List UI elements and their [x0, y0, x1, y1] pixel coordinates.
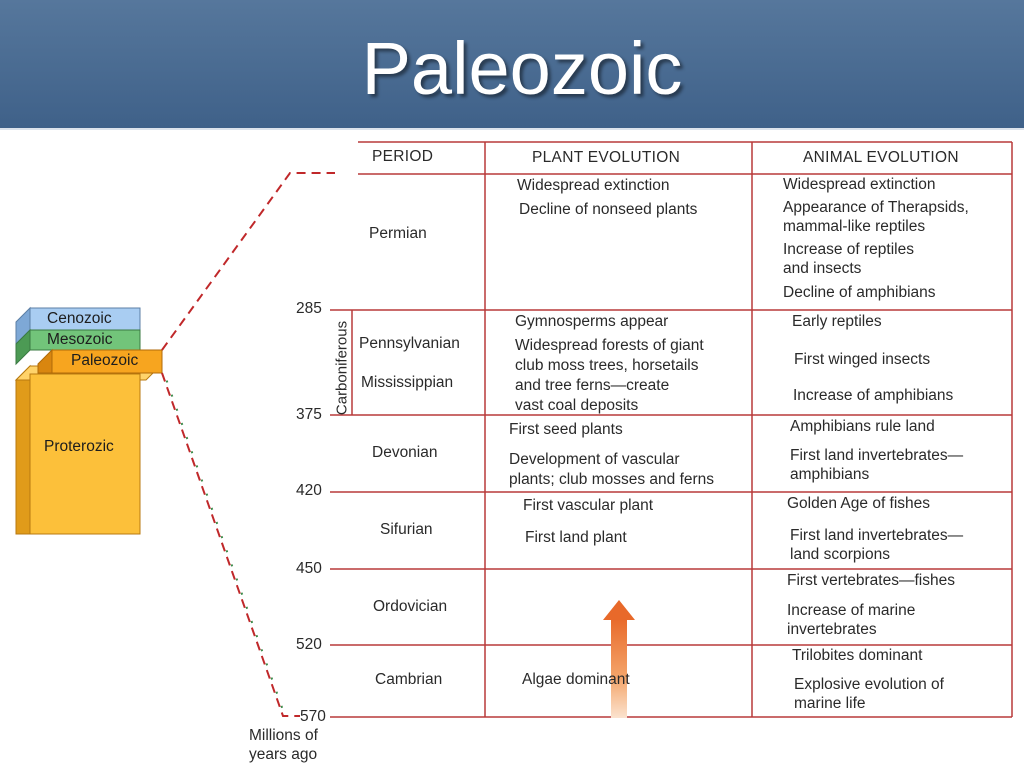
up-arrow-icon — [603, 600, 635, 718]
plant-devonian-1: First seed plants — [509, 421, 623, 438]
plant-cambrian-1: Algae dominant — [522, 671, 630, 688]
animal-permian-2: Appearance of Therapsids, — [783, 199, 969, 216]
animal-cambrian-2: Explosive evolution of — [794, 676, 944, 693]
animal-carb-3: Increase of amphibians — [793, 387, 954, 404]
period-mississippian: Mississippian — [361, 374, 454, 391]
tick-label-450: 450 — [296, 560, 322, 577]
carboniferous-label: Carboniferous — [333, 320, 351, 416]
header-animal-evolution: ANIMAL EVOLUTION — [803, 149, 959, 166]
slide-title: Paleozoic — [361, 27, 683, 110]
proterozic-label: Proterozic — [44, 438, 114, 455]
period-cambrian: Cambrian — [375, 671, 443, 688]
header-period: PERIOD — [372, 148, 434, 165]
animal-devonian-3: amphibians — [790, 466, 870, 483]
animal-permian-4: Increase of reptiles — [783, 241, 914, 258]
plant-permian-1: Widespread extinction — [517, 177, 670, 194]
plant-carb-5: vast coal deposits — [515, 397, 639, 414]
animal-ordovician-2: Increase of marine — [787, 602, 916, 619]
plant-devonian-3: plants; club mosses and ferns — [509, 471, 715, 488]
animal-silurian-2: First land invertebrates— — [790, 527, 964, 544]
animal-devonian-2: First land invertebrates— — [790, 447, 964, 464]
mesozoic-label: Mesozoic — [47, 331, 113, 348]
axis-units-line2: years ago — [249, 746, 318, 763]
animal-cambrian-1: Trilobites dominant — [792, 647, 923, 664]
animal-carb-2: First winged insects — [794, 351, 931, 368]
period-devonian: Devonian — [372, 444, 438, 461]
plant-permian-2: Decline of nonseed plants — [519, 201, 698, 218]
tick-label-570: 570 — [300, 708, 326, 725]
zoom-connector — [162, 173, 335, 716]
plant-carb-3: club moss trees, horsetails — [515, 357, 699, 374]
period-silurian: Sifurian — [380, 521, 433, 538]
connector-bottom-green — [164, 373, 285, 716]
plant-carb-2: Widespread forests of giant — [515, 337, 704, 354]
plant-silurian-2: First land plant — [525, 529, 627, 546]
period-ordovician: Ordovician — [373, 598, 448, 615]
tick-label-375: 375 — [296, 406, 322, 423]
animal-silurian-1: Golden Age of fishes — [787, 495, 931, 512]
tick-label-285: 285 — [296, 300, 322, 317]
animal-silurian-3: land scorpions — [790, 546, 890, 563]
paleozoic-block-side — [38, 350, 52, 373]
animal-permian-1: Widespread extinction — [783, 176, 936, 193]
header-plant-evolution: PLANT EVOLUTION — [532, 149, 681, 166]
animal-cambrian-3: marine life — [794, 695, 866, 712]
plant-carb-1: Gymnosperms appear — [515, 313, 669, 330]
period-permian: Permian — [369, 225, 427, 242]
animal-devonian-1: Amphibians rule land — [790, 418, 935, 435]
tick-label-420: 420 — [296, 482, 322, 499]
proterozic-block-side — [16, 366, 30, 534]
animal-permian-5: and insects — [783, 260, 862, 277]
animal-carb-1: Early reptiles — [792, 313, 882, 330]
connector-top — [162, 173, 335, 350]
animal-ordovician-3: invertebrates — [787, 621, 877, 638]
plant-devonian-2: Development of vascular — [509, 451, 680, 468]
animal-permian-6: Decline of amphibians — [783, 284, 936, 301]
paleozoic-label: Paleozoic — [71, 352, 139, 369]
animal-ordovician-1: First vertebrates—fishes — [787, 572, 955, 589]
plant-silurian-1: First vascular plant — [523, 497, 654, 514]
period-pennsylvanian: Pennsylvanian — [359, 335, 460, 352]
cenozoic-label: Cenozoic — [47, 310, 112, 327]
animal-permian-3: mammal-like reptiles — [783, 218, 926, 235]
plant-carb-4: and tree ferns—create — [515, 377, 670, 394]
tick-label-520: 520 — [296, 636, 322, 653]
axis-units-line1: Millions of — [249, 727, 318, 744]
